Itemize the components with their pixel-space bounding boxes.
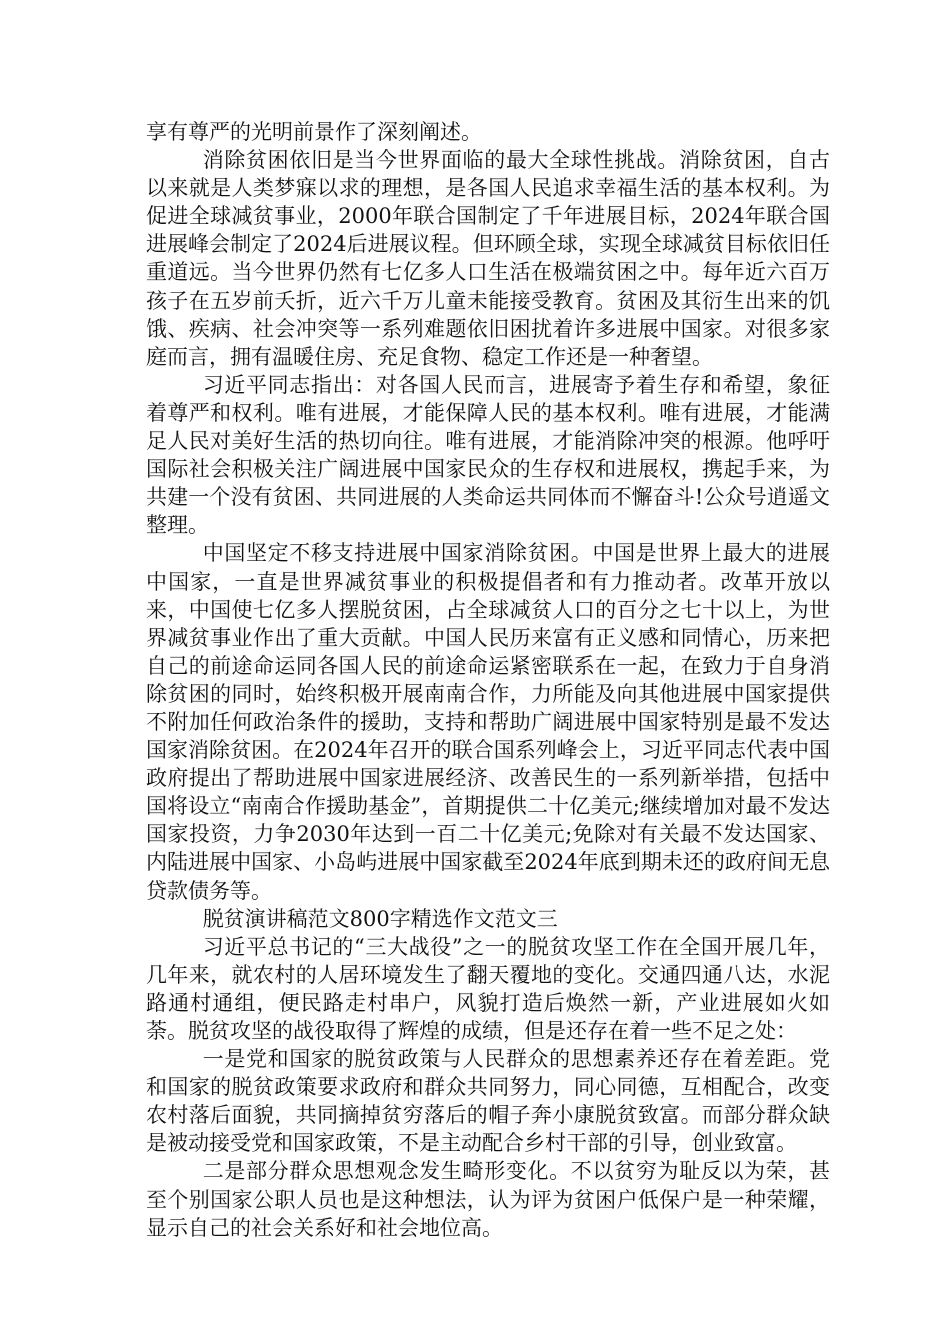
- section-heading: 脱贫演讲稿范文800字精选作文范文三: [202, 906, 558, 931]
- paragraph-three-battles: 习近平总书记的“三大战役”之一的脱贫攻坚工作在全国开展几年，几年来，就农村的人居环境发生了翻天覆地的变化。交通四通八达，水泥路通村通组，便民路走村串户，风貌打造后焕然一新，产业进展如火如荼。脱贫攻坚的战役取得了辉煌的成绩，但是还存在着一些不足之处：: [146, 934, 830, 1043]
- paragraph-point-two: 二是部分群众思想观念发生畸形变化。不以贫穷为耻反以为荣，甚至个别国家公职人员也是这种想法，认为评为贫困户低保户是一种荣耀，显示自己的社会关系好和社会地位高。: [146, 1159, 830, 1240]
- paragraph-xi-remarks: 习近平同志指出：对各国人民而言，进展寄予着生存和希望，象征着尊严和权利。唯有进展，才能保障人民的基本权利。唯有进展，才能满足人民对美好生活的热切向往。唯有进展，才能消除冲突的根源。他呼吁国际社会积极关注广阔进展中国家民众的生存权和进展权，携起手来，为共建一个没有贫困、共同进展的人类命运共同体而不懈奋斗!公众号逍遥文整理。: [146, 372, 830, 538]
- paragraph-continuation: 享有尊严的光明前景作了深刻阐述。: [146, 120, 482, 144]
- paragraph-poverty-challenge: 消除贫困依旧是当今世界面临的最大全球性挑战。消除贫困，自古以来就是人类梦寐以求的理想，是各国人民追求幸福生活的基本权利。为促进全球减贫事业，2000年联合国制定了千年进展目标，2024年联合国进展峰会制定了2024后进展议程。但环顾全球，实现全球减贫目标依旧任重道远。当今世界仍然有七亿多人口生活在极端贫困之中。每年近六百万孩子在五岁前夭折，近六千万儿童未能接受教育。贫困及其衍生出来的饥饿、疾病、社会冲突等一系列难题依旧困扰着许多进展中国家。对很多家庭而言，拥有温暖住房、充足食物、稳定工作还是一种奢望。: [146, 148, 830, 369]
- paragraph-china-support: 中国坚定不移支持进展中国家消除贫困。中国是世界上最大的进展中国家，一直是世界减贫事业的积极提倡者和有力推动者。改革开放以来，中国使七亿多人摆脱贫困，占全球减贫人口的百分之七十以上，为世界减贫事业作出了重大贡献。中国人民历来富有正义感和同情心，历来把自己的前途命运同各国人民的前途命运紧密联系在一起，在致力于自身消除贫困的同时，始终积极开展南南合作，力所能及向其他进展中国家提供不附加任何政治条件的援助，支持和帮助广阔进展中国家特别是最不发达国家消除贫困。在2024年召开的联合国系列峰会上，习近平同志代表中国政府提出了帮助进展中国家进展经济、改善民生的一系列新举措，包括中国将设立“南南合作援助基金”，首期提供二十亿美元;继续增加对最不发达国家投资，力争2030年达到一百二十亿美元;免除对有关最不发达国家、内陆进展中国家、小岛屿进展中国家截至2024年底到期未还的政府间无息贷款债务等。: [146, 541, 830, 903]
- document-body: [146, 118, 830, 1242]
- paragraph-point-one: 一是党和国家的脱贫政策与人民群众的思想素养还存在着差距。党和国家的脱贫政策要求政府和群众共同努力，同心同德，互相配合，改变农村落后面貌，共同摘掉贫穷落后的帽子奔小康脱贫致富。而部分群众缺是被动接受党和国家政策，不是主动配合乡村干部的引导，创业致富。: [146, 1047, 830, 1156]
